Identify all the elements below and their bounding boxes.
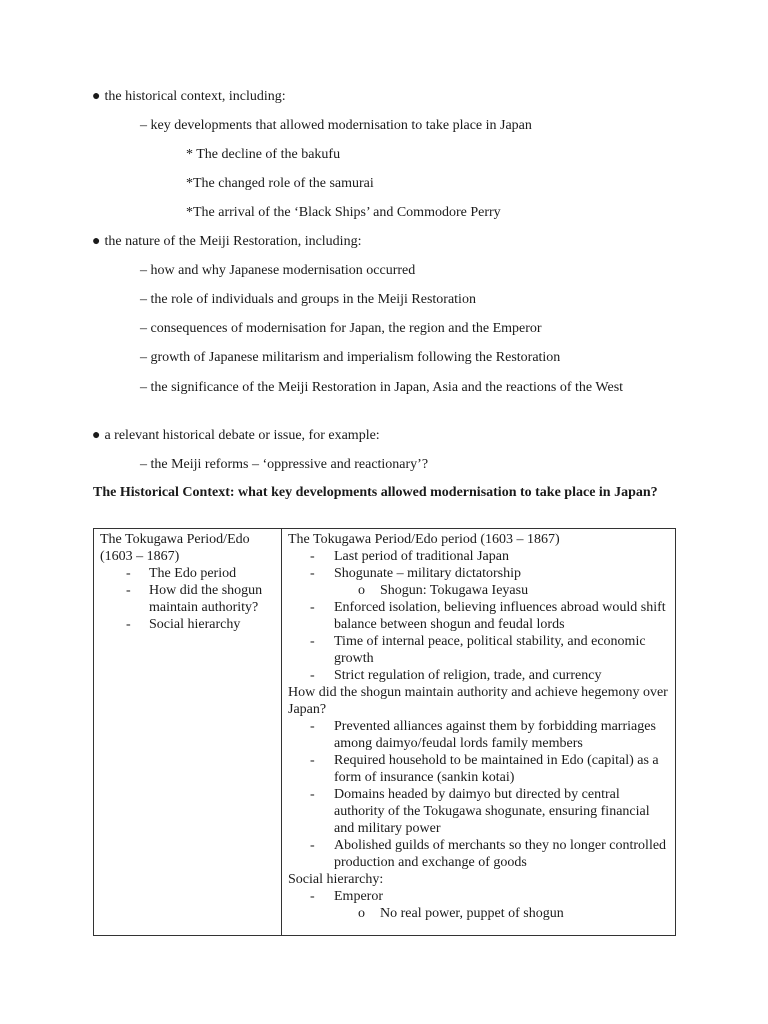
right-list-1 (288, 548, 670, 582)
right-list-4 (288, 888, 670, 905)
left-column-title: The Tokugawa Period/Edo (1603 – 1867) (100, 532, 250, 564)
list-item: - Enforced isolation, believing influences abroad would shift balance between shogun and feudal lords (288, 599, 670, 633)
list-item: - Strict regulation of religion, trade, and currency (288, 667, 670, 684)
notes-table (93, 528, 676, 936)
right-column-title: The Tokugawa Period/Edo period (1603 – 1867) (288, 532, 560, 547)
outline-sub-item: – growth of Japanese militarism and imperialism following the Restoration (140, 350, 561, 365)
outline-sub-item: – key developments that allowed modernisation to take place in Japan (140, 118, 532, 133)
outline-sub-item: – the significance of the Meiji Restoration in Japan, Asia and the reactions of the West (140, 380, 624, 395)
table-row (94, 529, 676, 936)
outline-bullet-2 (92, 233, 361, 250)
outline-sub-item: – the role of individuals and groups in the Meiji Restoration (140, 292, 476, 307)
outline-bullet-2-text: the nature of the Meiji Restoration, including: (104, 234, 362, 249)
outline-sub-item: – consequences of modernisation for Japan, the region and the Emperor (140, 321, 542, 336)
right-column-question: How did the shogun maintain authority and achieve hegemony over Japan? (288, 685, 668, 717)
list-item: - Emperor (288, 888, 670, 905)
bullet-glyph: ● (92, 89, 101, 104)
list-item: - Abolished guilds of merchants so they no longer controlled production and exchange of goods (288, 837, 670, 871)
outline-bullet-1-text: the historical context, including: (104, 89, 286, 104)
section-heading: The Historical Context: what key developments allowed modernisation to take place in Japan? (93, 485, 658, 500)
outline-bullet-1 (92, 88, 286, 105)
list-item: - Domains headed by daimyo but directed by central authority of the Tokugawa shogunate, ensuring financial and military power (288, 786, 670, 837)
outline-bullet-3-text: a relevant historical debate or issue, for example: (104, 428, 380, 443)
list-item: - Time of internal peace, political stability, and economic growth (288, 633, 670, 667)
list-item: - Prevented alliances against them by forbidding marriages among daimyo/feudal lords family members (288, 718, 670, 752)
list-item: - Shogunate – military dictatorship (288, 565, 670, 582)
right-list-3 (288, 718, 670, 871)
outline-sub-item: – the Meiji reforms – ‘oppressive and reactionary’? (140, 457, 429, 472)
right-column-cell (282, 529, 676, 936)
list-sub-item: o No real power, puppet of shogun (288, 905, 670, 922)
left-column-item: - How did the shogun maintain authority? (126, 582, 276, 616)
list-item: - Required household to be maintained in Edo (capital) as a form of insurance (sankin kotai) (288, 752, 670, 786)
left-column-cell (94, 529, 282, 936)
outline-detail-item: * The decline of the bakufu (186, 147, 341, 162)
left-column-item: - The Edo period (126, 565, 276, 582)
list-item: - Last period of traditional Japan (288, 548, 670, 565)
right-list-2 (288, 599, 670, 684)
bullet-glyph: ● (92, 428, 101, 443)
bullet-glyph: ● (92, 234, 101, 249)
outline-sub-item: – how and why Japanese modernisation occurred (140, 263, 416, 278)
list-sub-item: o Shogun: Tokugawa Ieyasu (288, 582, 670, 599)
right-column-subheading: Social hierarchy: (288, 872, 384, 887)
left-column-item: - Social hierarchy (126, 616, 276, 633)
outline-bullet-3 (92, 427, 380, 444)
outline-detail-item: *The arrival of the ‘Black Ships’ and Commodore Perry (186, 205, 501, 220)
outline-detail-item: *The changed role of the samurai (186, 176, 374, 191)
